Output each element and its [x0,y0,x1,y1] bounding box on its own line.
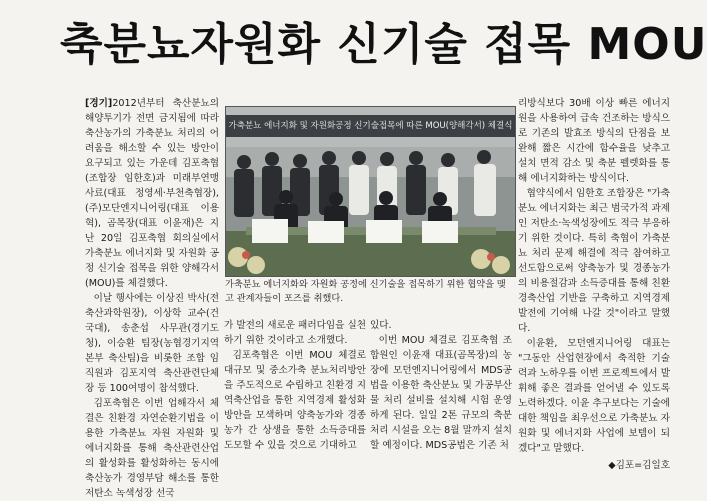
paragraph: 이날 행사에는 이상진 박사(전 축산과학원장), 이상학 교수(건국대), 송춘섭 사무관(경기도청), 이승환 팀장(농협경기지역본부 축산팀)을 비롯한 조합 임직원과 김포지역 축산관련단체장 등 100여명이 참석했다. [85,293,219,394]
article-column-2 [224,318,366,451]
paragraph: 있다. [370,320,392,331]
article-column-3 [370,318,512,451]
region-tag: [경기] [85,98,113,109]
paragraph: 리방식보다 30배 이상 빠른 에너지원을 사용하여 급속 건조하는 방식으로 기존의 발효조 방식의 단점을 보완해 짧은 시간에 함수율을 낮추고 설치 면적 감소 및 축분 펠렛화를 통해 에너지화하는 방식이다. [518,98,670,184]
paragraph: 이번 MOU 체결로 김포축협 조합원인 이윤재 대표(곰목장)의 농장에 모던엔지니어링에서 MDS공법을 이용한 축산분뇨 및 가공부산물 처리 설비를 설치해 시험 운영하게 된다. 일일 2톤 규모의 축분처리 시설을 오는 8월 말까지 설치할 예정이다. MDS공법은 기존 처 [370,335,512,451]
paragraph: 김포축협은 이번 업해각서 체결은 친환경 자연순환기법을 이용한 가축분뇨 자원 자원화 및 에너지화를 통해 축산관련산업의 활성화를 활성화하는 동시에 축산농가 경영부담 해소를 통한 저탄소 녹색성장 선국 [85,398,219,499]
article-column-4 [518,96,670,471]
event-photo [225,106,516,277]
photo-caption: 가축분뇨 에너지화와 자원화 공정에 신기술을 접목하기 위한 협약을 맺고 관계자들이 포즈를 취했다. [225,279,506,304]
article-column-1 [85,96,219,499]
paragraph: 이윤환, 모던엔지니어링 대표는 "그동안 산업현장에서 축적한 기술력과 노하우를 이번 프로젝트에서 발휘해 좋은 결과를 얻어낼 수 있도록 노력하겠다. 이윤 추구보다는 기술에 대한 책임을 최우선으로 가축분뇨 자원화 및 에너지화 사업에 보템이 되겠다"고 말했다. [518,338,670,454]
reporter-byline: ◆김포=김일호 [608,460,670,471]
headline: 축분뇨자원화 신기술 접목 MOU [60,19,707,70]
paragraph: 협약식에서 임한호 조합장은 "가축분뇨 에너지화는 최근 범국가적 과제인 저탄소·녹색성장에도 적극 부응하기 위한 것이다. 특히 축협이 가축분뇨 처리 문제 해결에 적극 참여하고 선도함으로써 양축농가 및 경종농가의 비용절감과 소득증대를 통해 친환경축산업 기반을 구축하고 지역경제발전에 기여해 나갈 것"이라고 말했다. [518,188,670,334]
paragraph-text: 2012년부터 축산분뇨의 해양투기가 전면 금지됨에 따라 축산농가의 가축분뇨 처리의 어려움을 해소할 수 있는 방안이 요구되고 있는 가운데 김포축협(조합장 임한호)과 미래부연맹사료(대표 정영세·부천축협장), (주)모단엔지니어링(대표 이용혁), 곰목장(대표 이윤재)은 지난 20일 김포축협 회의실에서 가축분뇨 에너지화 및 자원화 공정 신기술 접목을 위한 양해각서(MOU)를 체결했다. [85,98,219,289]
paragraph: 김포축협은 이번 MOU 체결로 대규모 및 중소가축 분뇨처리방안을 주도적으로 수립하고 친환경 지역축산업을 통한 지역경제 활성화 방안을 모색하며 양축농가와 경종농가 간 상생을 통한 소득증대를 도모할 수 있을 것으로 기대하고 [224,350,366,451]
paragraph: 가 발전의 새로운 패러다임을 실천하기 위한 것이라고 소개했다. [224,320,366,346]
paragraph [85,96,219,291]
photo-banner-text: 가축분뇨 에너지화 및 자원화공정 신기술접목에 따른 MOU(양해각서) 체결식 [228,121,513,131]
